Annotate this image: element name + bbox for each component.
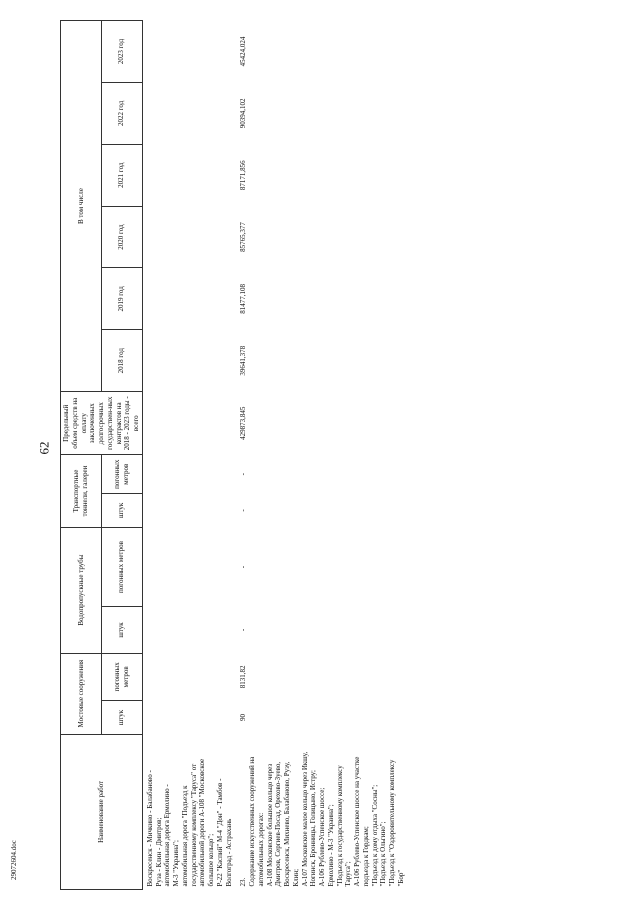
page-number: 62 bbox=[36, 441, 52, 455]
header-limit: Предельный объем средств на оплату заключенных долгосрочных государствен-ных контрактов на 2018 - 2023 годы - всего bbox=[61, 392, 143, 455]
continuation-row bbox=[142, 21, 236, 890]
tunnels-count: - bbox=[239, 509, 248, 512]
header-bridges-meters: погонных метров bbox=[101, 653, 142, 701]
header-tunnels-units: штук bbox=[101, 494, 142, 528]
header-year-2019: 2019 год bbox=[101, 268, 142, 330]
footer-filename: 29072604.doc bbox=[10, 840, 18, 880]
value-2022: 90394,102 bbox=[239, 98, 248, 129]
header-year-2018: 2018 год bbox=[101, 330, 142, 392]
header-year-2023: 2023 год bbox=[101, 21, 142, 83]
culverts-count: - bbox=[239, 628, 248, 632]
header-bridges-units: штук bbox=[101, 701, 142, 735]
works-table bbox=[60, 20, 409, 890]
header-culverts-units: штук bbox=[101, 607, 142, 653]
value-2020: 85765,377 bbox=[239, 222, 248, 252]
value-2023: 45424,024 bbox=[239, 36, 248, 67]
header-tunnels: Транспортные тоннели, галереи bbox=[61, 455, 102, 527]
total-limit: 429873,845 bbox=[239, 406, 248, 440]
header-name: Наименование работ bbox=[61, 734, 143, 889]
header-culverts: Водопропускные трубы bbox=[61, 527, 102, 653]
header-bridges: Мостовые сооружения bbox=[61, 653, 102, 734]
culverts-meters: - bbox=[239, 565, 248, 569]
bridges-meters: 8131,82 bbox=[239, 665, 248, 689]
row-name: 23. Содержание искусственных сооружений на автомобильных дорогах: А-108 Московское большое кольцо через Дмитров, Сергиев-Посад, Орехово-Зуево, Воскресенск, Михнево, Балабаново, Рузу, Клин; А-107 Московское малое кольцо через Икшу, Ногинск, Бронницы, Голицыно, Истру; А-106 Рублево-Успенское шоссе; Ермолино - М-3 "Украина"; "Подъезд к государственному комплексу Таруса"; А-106 Рублево-Успенское шоссе на участке подъезда к Гордкам; "Подъезд к дому отдыха "Сосны"; "Подъезд к Ольгино"; "Подъезд к "Оздоровительному комплексу "Бор" bbox=[239, 751, 405, 887]
header-tunnels-meters: погонных метров bbox=[101, 455, 142, 494]
table-row bbox=[236, 21, 408, 890]
value-2021: 87171,856 bbox=[239, 160, 248, 191]
value-2019: 81477,108 bbox=[239, 283, 248, 314]
tunnels-meters: - bbox=[239, 473, 248, 476]
value-2018: 39641,378 bbox=[239, 345, 248, 376]
continuation-text: Воскресенск - Мичкино - Балабаново - Руза - Клин - Дмитров; автомобильная дорога Ермолино - М-3 "Украина"; автомобильная дорога "Подъезд к государственному комплексу "Таруса" от автомобильной дороги А-108 "Московское большое кольцо"; Р-22 "Каспий" М-4 "Дон" - Тамбов - Волгоград - Астрахань bbox=[145, 758, 233, 887]
bridges-count: 90 bbox=[239, 713, 248, 721]
header-year-2020: 2020 год bbox=[101, 206, 142, 268]
header-year-2022: 2022 год bbox=[101, 82, 142, 144]
header-culverts-meters: погонных метров bbox=[101, 527, 142, 607]
header-including: В том числе bbox=[61, 21, 102, 392]
rotated-table-container bbox=[60, 20, 580, 890]
header-year-2021: 2021 год bbox=[101, 144, 142, 206]
